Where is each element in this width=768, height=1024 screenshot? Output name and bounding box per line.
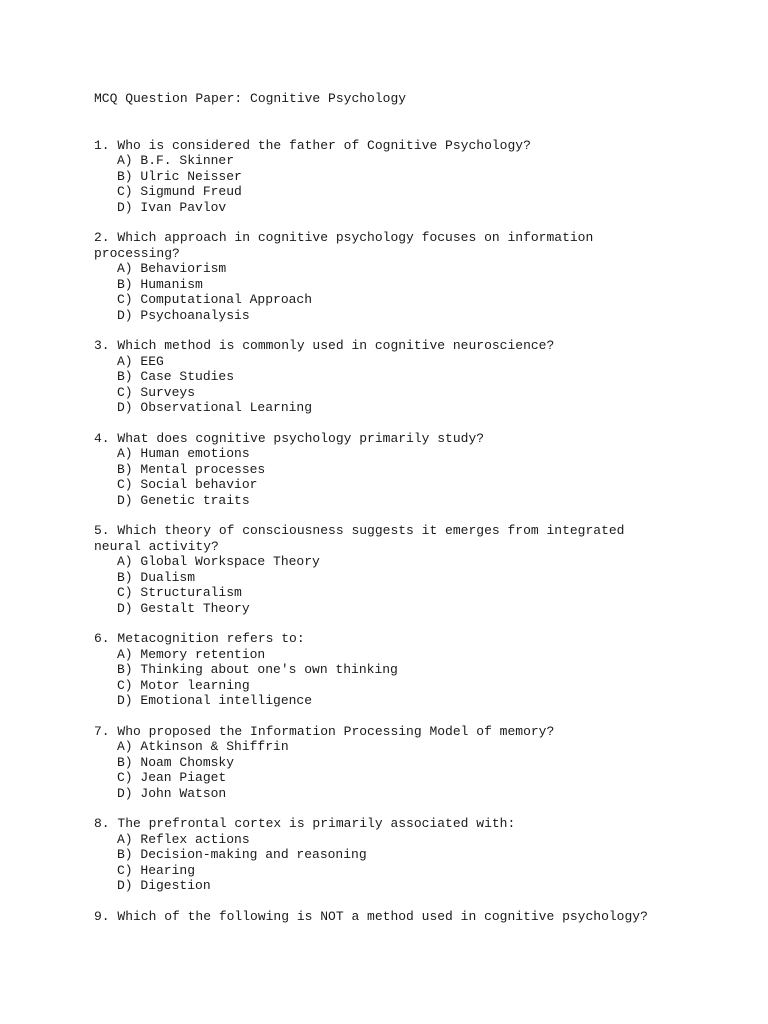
option-b: B) Mental processes	[117, 461, 266, 477]
question-list	[94, 138, 734, 925]
option-b: B) Noam Chomsky	[117, 754, 235, 770]
question-2	[94, 230, 734, 323]
option-c: C) Surveys	[117, 384, 196, 400]
option-a: A) B.F. Skinner	[117, 153, 235, 168]
question-text: 4. What does cognitive psychology primarily study?	[94, 430, 485, 446]
option-b: B) Thinking about one's own thinking	[117, 662, 398, 677]
option-b: B) Case Studies	[117, 369, 235, 384]
option-a: A) Behaviorism	[117, 261, 227, 276]
question-5	[94, 523, 734, 616]
question-text: 3. Which method is commonly used in cognitive neuroscience?	[94, 338, 555, 353]
option-b: B) Decision-making and reasoning	[117, 847, 367, 862]
option-d: D) Emotional intelligence	[117, 693, 313, 708]
document-page	[94, 91, 734, 939]
option-d: D) Ivan Pavlov	[117, 199, 227, 215]
option-c: C) Computational Approach	[117, 292, 313, 307]
question-text: 8. The prefrontal cortex is primarily associated with:	[94, 816, 516, 831]
question-text: 5. Which theory of consciousness suggests it emerges from integrated neural activity?	[94, 523, 625, 554]
question-1	[94, 138, 734, 216]
question-3	[94, 338, 734, 416]
option-d: D) Genetic traits	[117, 492, 250, 508]
question-8	[94, 816, 734, 894]
question-9	[94, 909, 734, 925]
option-a: A) Human emotions	[117, 446, 250, 461]
option-d: D) Digestion	[117, 878, 211, 893]
question-7	[94, 724, 734, 802]
question-6	[94, 631, 734, 709]
option-b: B) Humanism	[117, 276, 203, 292]
option-a: A) Global Workspace Theory	[117, 554, 320, 569]
question-text: 6. Metacognition refers to:	[94, 631, 305, 646]
option-c: C) Jean Piaget	[117, 770, 227, 785]
question-text: 2. Which approach in cognitive psychology focuses on information processing?	[94, 230, 594, 261]
option-c: C) Sigmund Freud	[117, 184, 242, 199]
option-c: C) Social behavior	[117, 477, 258, 492]
option-d: D) John Watson	[117, 785, 227, 801]
option-c: C) Hearing	[117, 862, 196, 878]
option-a: A) Memory retention	[117, 646, 266, 662]
option-a: A) Atkinson & Shiffrin	[117, 739, 289, 754]
option-d: D) Observational Learning	[117, 400, 313, 415]
question-4	[94, 431, 734, 509]
question-text: 9. Which of the following is NOT a method used in cognitive psychology?	[94, 908, 648, 924]
option-a: A) EEG	[117, 353, 164, 369]
question-text: 1. Who is considered the father of Cognitive Psychology?	[94, 137, 531, 153]
option-b: B) Ulric Neisser	[117, 168, 242, 184]
option-d: D) Psychoanalysis	[117, 307, 250, 323]
page-title: MCQ Question Paper: Cognitive Psychology	[94, 91, 407, 106]
option-c: C) Structuralism	[117, 585, 242, 600]
option-c: C) Motor learning	[117, 677, 250, 693]
question-text: 7. Who proposed the Information Processing Model of memory?	[94, 723, 555, 739]
option-a: A) Reflex actions	[117, 831, 250, 847]
option-d: D) Gestalt Theory	[117, 600, 250, 616]
option-b: B) Dualism	[117, 569, 196, 585]
